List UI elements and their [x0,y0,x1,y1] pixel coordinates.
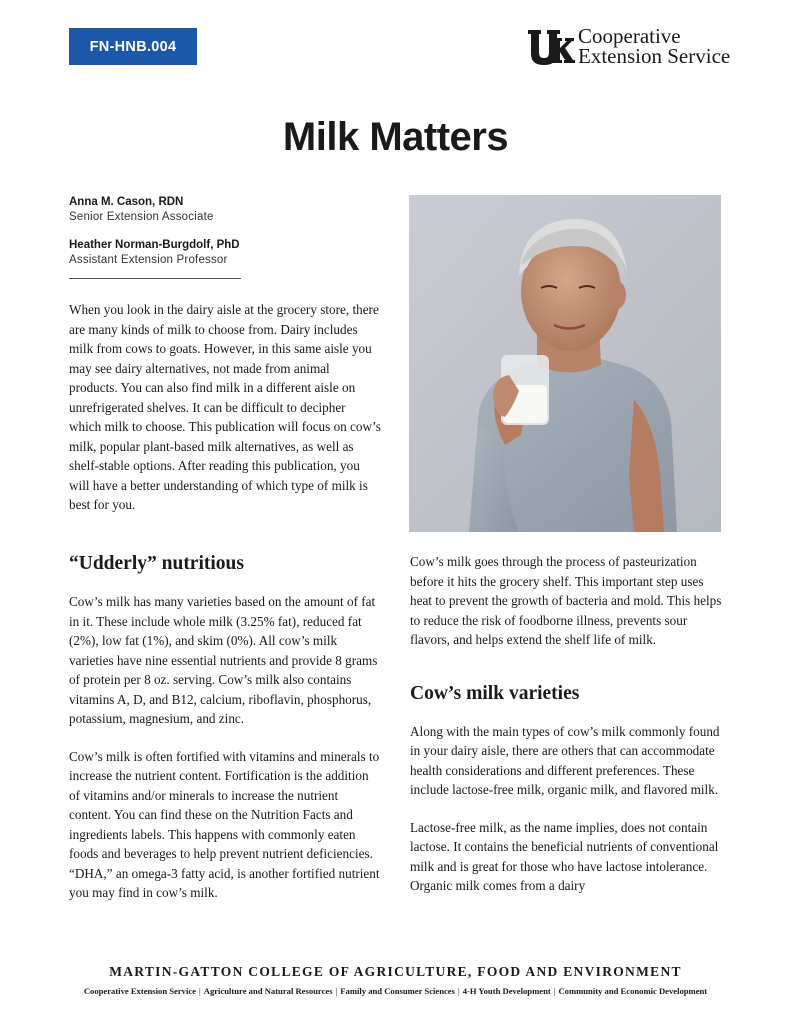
logo-text [578,26,730,66]
logo-line-1: Cooperative [578,24,681,48]
right-text-column [410,552,722,914]
publication-code: FN-HNB.004 [89,38,177,55]
intro-column [69,300,381,533]
author-2 [69,238,244,268]
section-heading-varieties: Cow’s milk varieties [410,682,580,704]
footer-units [0,986,791,996]
left-text-column [69,552,381,921]
footer-unit: Cooperative Extension Service [83,986,196,996]
author-name: Heather Norman-Burgdolf, PhD [69,239,240,251]
author-1 [69,195,244,225]
body-paragraph: Along with the main types of cow’s milk commonly found in your dairy aisle, there are others that can accommodate health considerations and different preferences. These include lactose-free milk, organic milk, and flavored milk. [410,723,720,797]
authors-block [69,195,244,279]
footer-separator: | [335,986,338,996]
footer-college-name: MARTIN-GATTON COLLEGE OF AGRICULTURE, FOOD AND ENVIRONMENT [109,964,682,979]
footer-separator: | [199,986,201,996]
body-paragraph: Cow’s milk has many varieties based on the amount of fat in it. These include whole milk (3.25% fat), reduced fat (2%), low fat (1%), and skim (0%). All cow’s milk varieties have nine essential nutrients and provide 8 grams of protein per 8 oz. serving. Cow’s milk also contains vitamins A, D, and B12, calcium, riboflavin, phosphorus, potassium, magnesium, and zinc. [69,594,378,726]
footer-unit: Community and Economic Development [558,986,708,996]
footer-separator: | [553,986,556,996]
author-role: Assistant Extension Professor [69,254,228,266]
footer-unit: Agriculture and Natural Resources [203,986,333,996]
body-paragraph: Cow’s milk is often fortified with vitamins and minerals to increase the nutrient content. Fortification is the addition of vitamins and/or minerals to increase the nutrient content. You can find these on the Nutrition Facts and ingredients labels. This happens with commonly eaten foods and beverages to help prevent nutrient deficiencies. “DHA,” an omega-3 fatty acid, is another fortified nutrient you may find in cow’s milk. [69,748,380,900]
logo-line-2: Extension Service [578,44,731,68]
page-title: Milk Matters [282,115,509,159]
intro-paragraph: When you look in the dairy aisle at the grocery store, there are many kinds of milk to choose from. Dairy includes milk from cows to goats. However, in this same aisle you may see dairy alternatives, not made from animal products. You can also find milk in a different aisle on unrefrigerated shelves. It can be difficult to decipher which milk to choose. This publication will focus on cow’s milk, popular plant-based milk alternatives, as well as shelf-stable options. After reading this publication, you will have a better understanding of which type of milk is best for you. [69,302,381,512]
footer-unit: 4-H Youth Development [462,986,551,996]
photo-illustration-icon [409,195,721,532]
section-heading-nutritious: “Udderly” nutritious [69,553,244,574]
author-role: Senior Extension Associate [69,211,214,223]
authors-divider [69,278,241,279]
author-name: Anna M. Cason, RDN [69,196,184,208]
footer-separator: | [457,986,460,996]
uk-logo-mark-icon [527,27,575,67]
body-paragraph: Cow’s milk goes through the process of pasteurization before it hits the grocery shelf. This important step uses heat to prevent the growth of bacteria and mold. This helps to reduce the risk of foodborne illness, prevents sour flavors, and helps extend the shelf life of milk. [410,554,722,647]
footer-unit: Family and Consumer Sciences [340,986,455,996]
publication-code-badge [69,28,197,65]
woman-drinking-milk-photo [409,195,721,532]
body-paragraph: Lactose-free milk, as the name implies, does not contain lactose. It contains the beneficial nutrients of conventional milk and is great for those who have lactose intolerance. Organic milk comes from a dairy [410,819,719,893]
extension-logo[interactable] [527,26,752,68]
